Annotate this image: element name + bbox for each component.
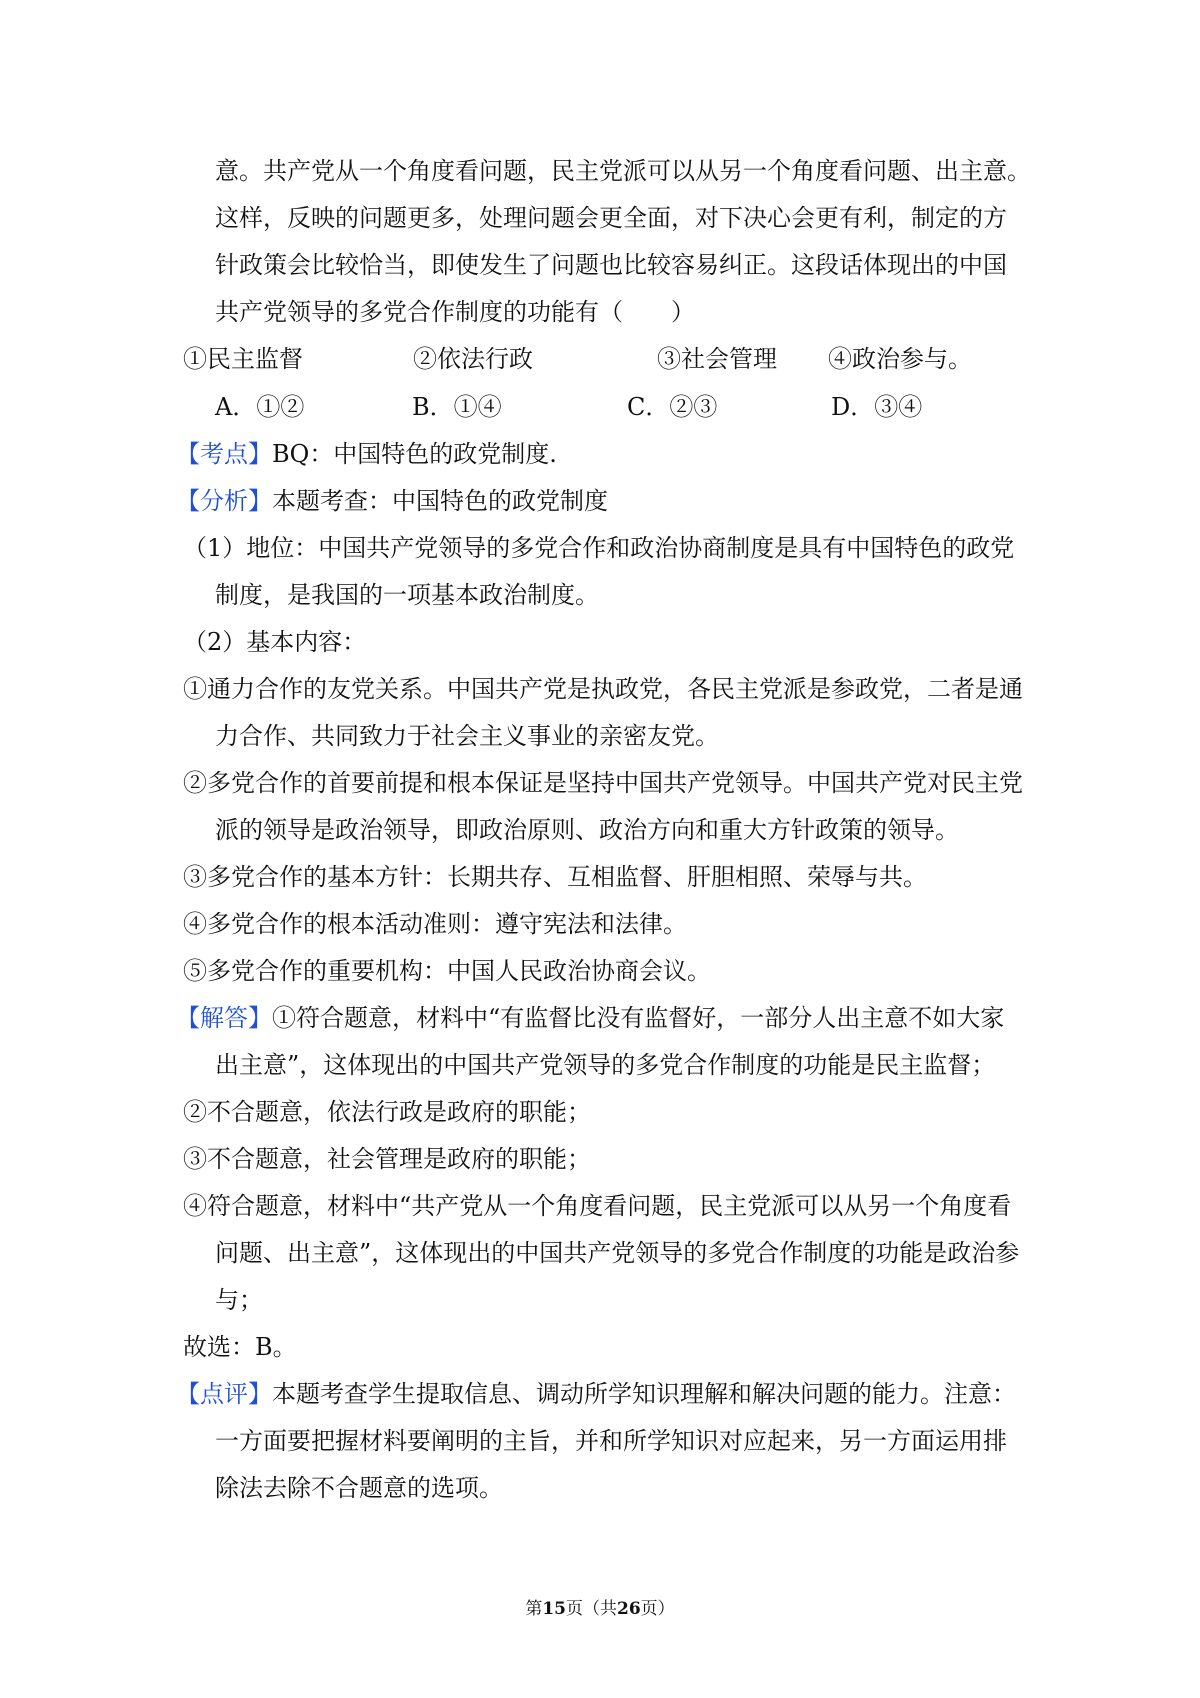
fenxi-line: ①通力合作的友党关系。中国共产党是执政党，各民主党派是参政党，二者是通	[183, 675, 1023, 703]
question-item: ②依法行政	[413, 345, 533, 373]
answer-choice: B．①④	[412, 393, 502, 421]
footer-total-pages: 26	[617, 1599, 641, 1619]
answer-choice: D．③④	[831, 393, 923, 421]
jieda-line: 故选：B。	[183, 1333, 297, 1361]
jieda-line: ③不合题意，社会管理是政府的职能；	[183, 1145, 591, 1173]
answer-choices	[215, 392, 1035, 422]
footer-prefix: 第	[525, 1599, 543, 1619]
page-footer	[0, 1598, 1200, 1620]
fenxi-text: 本题考查：中国特色的政党制度	[272, 487, 608, 515]
answer-choice: A．①②	[215, 393, 305, 421]
footer-suffix: 页）	[640, 1599, 675, 1619]
dianping-text: 本题考查学生提取信息、调动所学知识理解和解决问题的能力。注意：	[272, 1380, 1016, 1408]
fenxi-tag: 【分析】	[176, 487, 272, 515]
fenxi-line: ②多党合作的首要前提和根本保证是坚持中国共产党领导。中国共产党对民主党	[183, 769, 1023, 797]
answer-choice: C．②③	[627, 393, 718, 421]
fenxi-line: （2）基本内容：	[183, 628, 367, 656]
question-items	[183, 344, 1033, 374]
dianping-tag: 【点评】	[176, 1380, 272, 1408]
kaodian-section	[176, 439, 557, 469]
footer-page-number: 15	[542, 1599, 566, 1619]
jieda-tag: 【解答】	[176, 1004, 272, 1032]
jieda-line: 问题、出主意”，这体现出的中国共产党领导的多党合作制度的功能是政治参	[215, 1239, 1020, 1267]
question-item: ④政治参与。	[828, 345, 972, 373]
fenxi-line: ③多党合作的基本方针：长期共存、互相监督、肝胆相照、荣辱与共。	[183, 863, 927, 891]
jieda-line: 出主意”，这体现出的中国共产党领导的多党合作制度的功能是民主监督；	[215, 1051, 996, 1079]
question-item: ③社会管理	[657, 345, 777, 373]
dianping-line: 除法去除不合题意的选项。	[215, 1474, 503, 1502]
fenxi-section	[176, 486, 608, 516]
jieda-section	[176, 1003, 1004, 1033]
jieda-text: ①符合题意，材料中“有监督比没有监督好，一部分人出主意不如大家	[272, 1004, 1005, 1032]
dianping-section	[176, 1379, 1016, 1409]
fenxi-line: ⑤多党合作的重要机构：中国人民政治协商会议。	[183, 957, 711, 985]
kaodian-tag: 【考点】	[176, 440, 272, 468]
dianping-line: 一方面要把握材料要阐明的主旨，并和所学知识对应起来，另一方面运用排	[215, 1427, 1007, 1455]
fenxi-line: ④多党合作的根本活动准则：遵守宪法和法律。	[183, 910, 687, 938]
jieda-line: ④符合题意，材料中“共产党从一个角度看问题，民主党派可以从另一个角度看	[183, 1192, 1012, 1220]
question-item: ①民主监督	[183, 345, 303, 373]
fenxi-line: 力合作、共同致力于社会主义事业的亲密友党。	[215, 722, 719, 750]
kaodian-text: BQ：中国特色的政党制度.	[272, 440, 557, 468]
footer-middle: 页（共	[566, 1599, 617, 1619]
question-stem-line: 意。共产党从一个角度看问题，民主党派可以从另一个角度看问题、出主意。	[215, 157, 1031, 185]
fenxi-line: 派的领导是政治领导，即政治原则、政治方向和重大方针政策的领导。	[215, 816, 959, 844]
question-stem-line: 针政策会比较恰当，即使发生了问题也比较容易纠正。这段话体现出的中国	[215, 251, 1007, 279]
question-stem-line: 这样，反映的问题更多，处理问题会更全面，对下决心会更有利，制定的方	[215, 204, 1007, 232]
jieda-line: 与；	[215, 1286, 263, 1314]
fenxi-line: 制度，是我国的一项基本政治制度。	[215, 581, 599, 609]
fenxi-line: （1）地位：中国共产党领导的多党合作和政治协商制度是具有中国特色的政党	[183, 534, 1015, 562]
jieda-line: ②不合题意，依法行政是政府的职能；	[183, 1098, 591, 1126]
question-stem-line: 共产党领导的多党合作制度的功能有（ ）	[215, 298, 695, 326]
